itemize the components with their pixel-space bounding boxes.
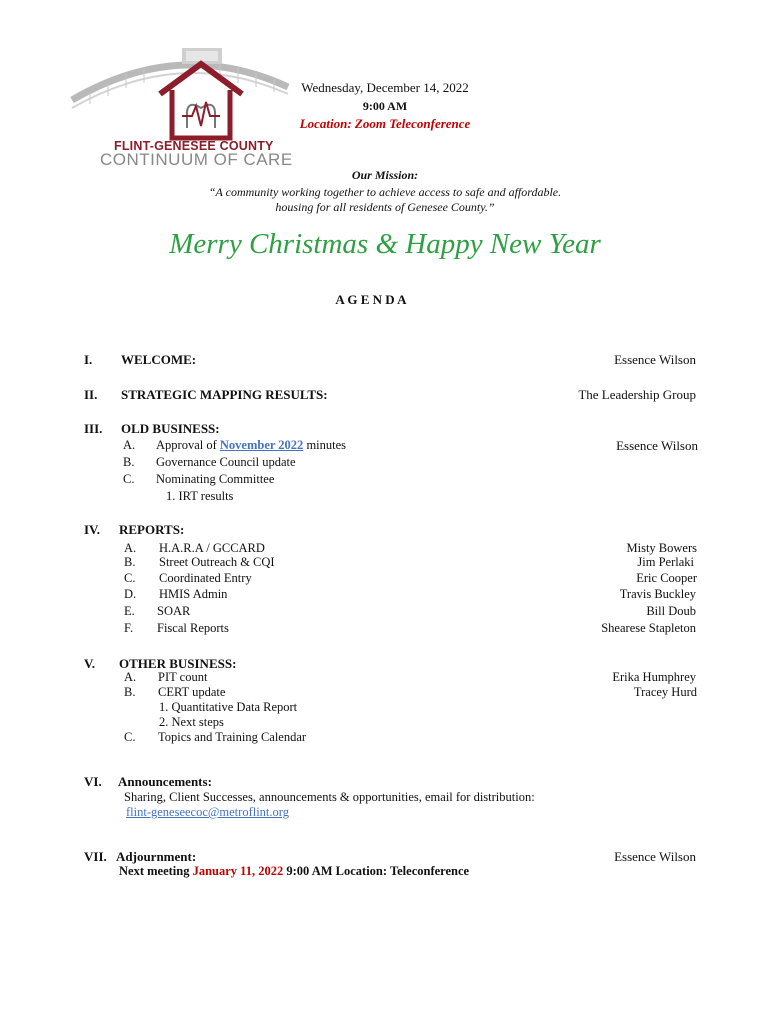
section-7-number: VII.	[84, 849, 107, 864]
section-5-number: V.	[84, 656, 95, 671]
report-presenter: Misty Bowers	[626, 541, 697, 555]
report-presenter: Eric Cooper	[636, 571, 697, 585]
next-meeting-label: Next meeting	[119, 864, 190, 878]
section-5-item-c: Topics and Training Calendar	[158, 730, 307, 744]
section-4-title: REPORTS:	[119, 522, 185, 537]
agenda-title: A G E N D A	[335, 292, 407, 307]
logo-text-line2: CONTINUUM OF CARE	[100, 150, 293, 169]
meeting-date: Wednesday, December 14, 2022	[301, 80, 469, 95]
section-6-number: VI.	[84, 774, 102, 789]
next-meeting-details: 9:00 AM Location: Teleconference	[286, 864, 470, 878]
report-presenter: Travis Buckley	[619, 587, 696, 601]
distribution-email-link[interactable]: flint-geneseecoc@metroflint.org	[126, 805, 289, 819]
report-presenter: Jim Perlaki	[637, 555, 694, 569]
section-3-item-b: Governance Council update	[156, 455, 296, 469]
report-letter: D.	[124, 587, 137, 601]
section-1-title: WELCOME:	[121, 352, 197, 367]
section-5-item-b-letter: B.	[124, 685, 136, 699]
section-3-item-c: Nominating Committee	[156, 472, 275, 486]
section-5-title: OTHER BUSINESS:	[119, 656, 237, 671]
section-6-title: Announcements:	[118, 774, 212, 789]
section-5-item-b: CERT update	[158, 685, 226, 699]
section-2-presenter: The Leadership Group	[578, 387, 696, 402]
holiday-greeting: Merry Christmas & Happy New Year	[169, 228, 601, 260]
section-5-item-a-presenter: Erika Humphrey	[612, 670, 696, 684]
section-1-presenter: Essence Wilson	[614, 352, 696, 367]
section-5-item-b-presenter: Tracey Hurd	[633, 685, 697, 699]
report-letter: F.	[124, 621, 134, 635]
meeting-location: Location: Zoom Teleconference	[299, 116, 471, 131]
section-5-item-b-sub2: 2. Next steps	[159, 715, 224, 729]
next-meeting-date: January 11, 2022	[192, 864, 284, 878]
section-5-item-a: PIT count	[158, 670, 208, 684]
section-7-title: Adjournment:	[116, 849, 197, 864]
section-5-item-a-letter: A.	[124, 670, 137, 684]
report-item: H.A.R.A / GCCARD	[159, 541, 265, 555]
section-3-title: OLD BUSINESS:	[121, 421, 220, 436]
section-3-item-b-letter: B.	[123, 455, 135, 469]
report-letter: E.	[124, 604, 135, 618]
approval-text: Approval of	[156, 438, 217, 452]
report-presenter: Bill Doub	[646, 604, 696, 618]
report-item: Street Outreach & CQI	[159, 555, 275, 569]
report-letter: B.	[124, 555, 136, 569]
meeting-time: 9:00 AM	[362, 99, 408, 113]
report-letter: A.	[124, 541, 137, 555]
minutes-text: minutes	[306, 438, 347, 452]
report-item: HMIS Admin	[159, 587, 228, 601]
report-item: SOAR	[157, 604, 191, 618]
mission-line1: “A community working together to achieve access to safe and affordable.	[208, 185, 562, 199]
report-letter: C.	[124, 571, 136, 585]
section-3-item-a-letter: A.	[123, 438, 136, 452]
coc-logo	[70, 42, 295, 177]
section-3-presenter: Essence Wilson	[616, 438, 698, 453]
section-7-presenter: Essence Wilson	[614, 849, 696, 864]
announcements-text: Sharing, Client Successes, announcements & opportunities, email for distribution:	[124, 790, 535, 804]
section-3-number: III.	[84, 421, 103, 436]
mission-line2: housing for all residents of Genesee County.”	[275, 200, 495, 214]
report-item: Coordinated Entry	[159, 571, 252, 585]
report-presenter: Shearese Stapleton	[601, 621, 696, 635]
logo-text-line1: FLINT-GENESEE COUNTY	[114, 139, 274, 153]
section-1-number: I.	[84, 352, 93, 367]
section-3-item-c-letter: C.	[123, 472, 135, 486]
section-3-item-c-sub: 1. IRT results	[166, 489, 234, 503]
mission-label: Our Mission:	[351, 168, 419, 182]
section-5-item-c-letter: C.	[124, 730, 136, 744]
report-item: Fiscal Reports	[157, 621, 229, 635]
section-5-item-b-sub1: 1. Quantitative Data Report	[159, 700, 298, 714]
section-2-title: STRATEGIC MAPPING RESULTS:	[121, 387, 328, 402]
section-2-number: II.	[84, 387, 98, 402]
november-minutes-link[interactable]: November 2022	[219, 438, 304, 452]
section-3-item-a	[156, 438, 346, 453]
next-meeting	[119, 864, 469, 879]
section-4-number: IV.	[84, 522, 101, 537]
